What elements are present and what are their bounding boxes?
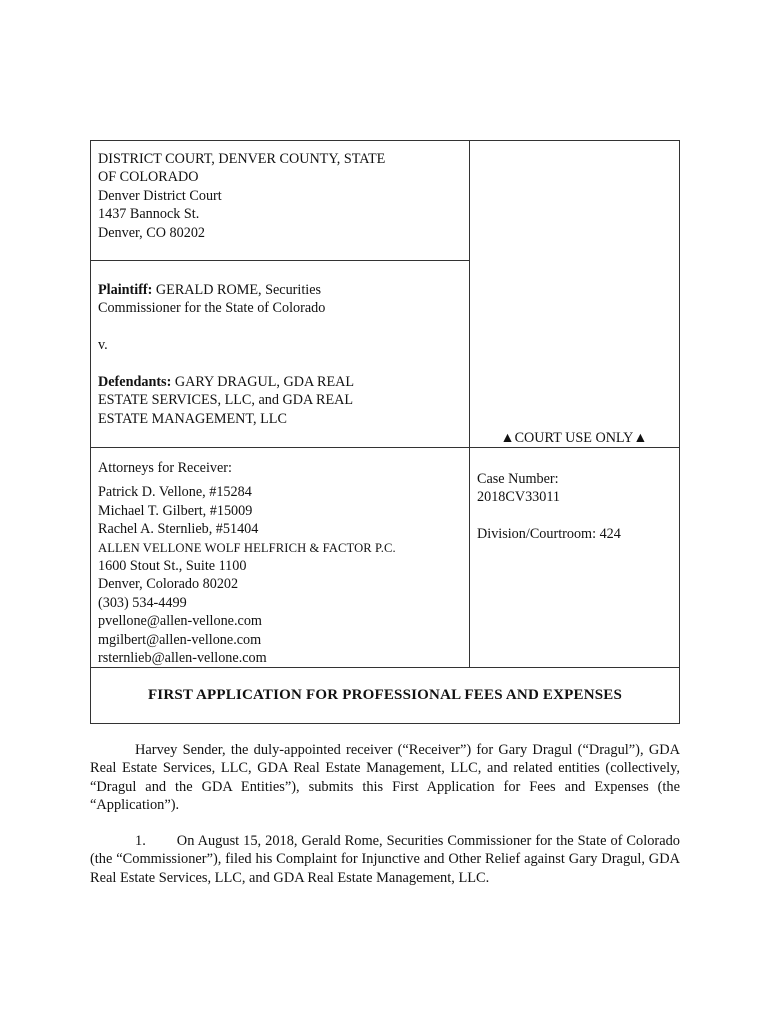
court-use-only: ▲COURT USE ONLY▲ (500, 430, 648, 446)
defendants-line-2: ESTATE SERVICES, LLC, and GDA REAL (98, 392, 354, 409)
attorney-email-2: mgilbert@allen-vellone.com (98, 631, 262, 648)
defendants-name: GARY DRAGUL, GDA REAL (174, 374, 355, 390)
paragraph-1-number: 1. (135, 833, 146, 849)
case-number: 2018CV33011 (477, 489, 561, 506)
document-title: FIRST APPLICATION FOR PROFESSIONAL FEES AND EXPENSES (147, 687, 623, 703)
intro-paragraph: Harvey Sender, the duly-appointed receiver (“Receiver”) for Gary Dragul (“Dragul”), GDA Real Estate Services, LLC, GDA Real Estate Management, LLC, and related entities (collectively, “Dragul and the GDA Entities”), submits this First Application for Fees and Expenses (the “Application”). (90, 742, 680, 814)
court-street: 1437 Bannock St. (98, 206, 200, 223)
court-line-2: OF COLORADO (98, 169, 199, 186)
plaintiff-line-1 (98, 281, 466, 299)
defendants-line-3: ESTATE MANAGEMENT, LLC (98, 410, 287, 427)
firm-address-1: 1600 Stout St., Suite 1100 (98, 558, 247, 575)
firm-address-2: Denver, Colorado 80202 (98, 576, 239, 593)
court-line-1: DISTRICT COURT, DENVER COUNTY, STATE (98, 151, 386, 167)
parties-block (98, 281, 466, 428)
plaintiff-line-2: Commissioner for the State of Colorado (98, 300, 326, 317)
case-caption-box (90, 140, 680, 724)
law-firm-name: ALLEN VELLONE WOLF HELFRICH & FACTOR P.C. (98, 540, 396, 555)
attorney-email-3: rsternlieb@allen-vellone.com (98, 650, 267, 667)
attorney-name-3: Rachel A. Sternlieb, #51404 (98, 521, 259, 538)
court-block (98, 150, 466, 242)
paragraph-1-text: On August 15, 2018, Gerald Rome, Securities Commissioner for the State of Colorado (the “Commissioner”), filed his Complaint for Injunctive and Other Relief against Gary Dragul, GDA Real Estate Services, LLC, and GDA Real Estate Management, LLC. (90, 833, 680, 886)
attorney-email-1: pvellone@allen-vellone.com (98, 613, 262, 630)
caption-vertical-divider (469, 141, 470, 667)
court-city: Denver, CO 80202 (98, 224, 206, 241)
attorneys-heading: Attorneys for Receiver: (98, 460, 232, 476)
case-info-block (477, 470, 677, 544)
attorneys-block (98, 459, 466, 667)
court-name: Denver District Court (98, 187, 222, 204)
attorney-name-1: Patrick D. Vellone, #15284 (98, 484, 252, 501)
attorney-name-2: Michael T. Gilbert, #15009 (98, 502, 253, 519)
defendants-label: Defendants: (98, 374, 172, 390)
case-number-label: Case Number: (477, 471, 559, 487)
defendants-line-1 (98, 373, 466, 391)
division-courtroom: Division/Courtroom: 424 (477, 526, 621, 543)
paragraph-1 (90, 832, 680, 887)
firm-phone: (303) 534-4499 (98, 594, 187, 611)
versus: v. (98, 337, 108, 354)
caption-divider-court (91, 260, 469, 261)
plaintiff-label: Plaintiff: (98, 282, 153, 298)
plaintiff-name: GERALD ROME, Securities (155, 282, 322, 298)
